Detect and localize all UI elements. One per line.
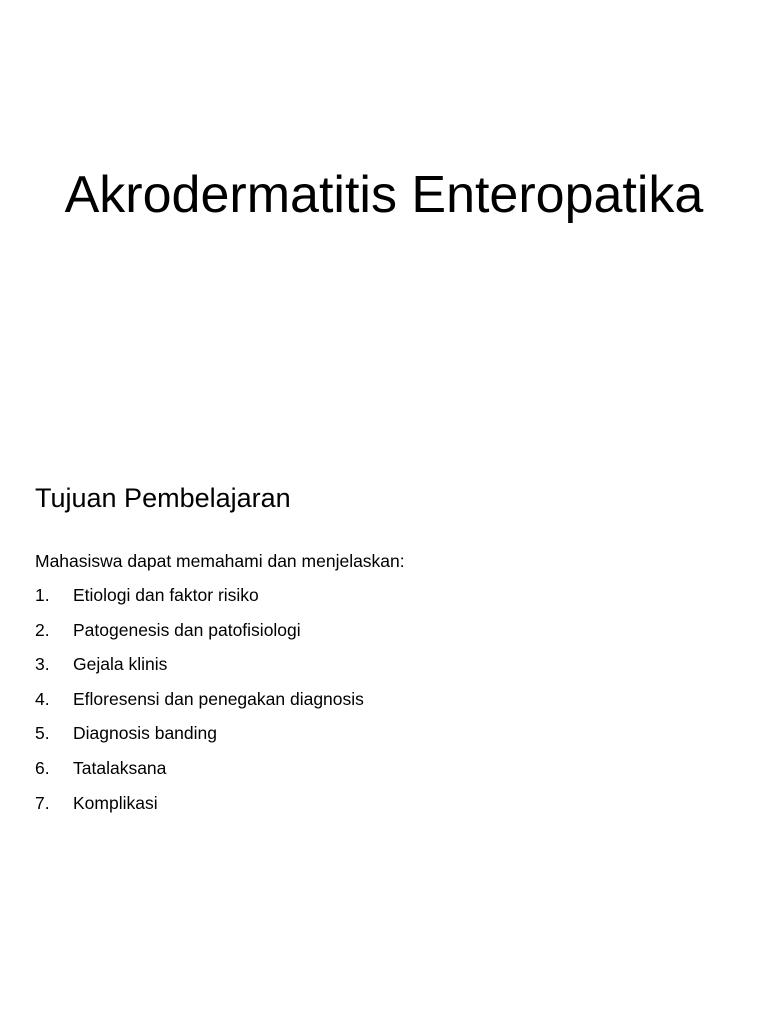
list-item-number: 4. — [35, 688, 50, 709]
list-item-text: Gejala klinis — [73, 654, 168, 675]
document-title: Akrodermatitis Enteropatika — [64, 166, 704, 224]
list-item-number: 1. — [35, 585, 50, 605]
list-item-text: Patogenesis dan patofisiologi — [73, 619, 301, 640]
list-item — [35, 757, 364, 792]
section-heading: Tujuan Pembelajaran — [35, 483, 291, 513]
list-item-text: Etiologi dan faktor risiko — [73, 585, 259, 605]
list-item — [35, 792, 364, 827]
learning-objectives-list — [35, 584, 364, 826]
list-item-text: Komplikasi — [73, 792, 158, 813]
list-item-text: Efloresensi dan penegakan diagnosis — [73, 688, 364, 709]
list-item — [35, 653, 364, 688]
list-item-text: Diagnosis banding — [73, 723, 217, 744]
list-item-number: 5. — [35, 723, 50, 744]
list-item-number: 6. — [35, 757, 50, 778]
list-item-number: 2. — [35, 619, 50, 640]
list-item — [35, 722, 364, 757]
list-item — [35, 688, 364, 723]
list-item-number: 3. — [35, 654, 50, 675]
list-item — [35, 584, 364, 619]
list-item — [35, 619, 364, 654]
section-intro: Mahasiswa dapat memahami dan menjelaskan: — [35, 551, 405, 571]
list-item-text: Tatalaksana — [73, 757, 167, 778]
list-item-number: 7. — [35, 792, 50, 813]
